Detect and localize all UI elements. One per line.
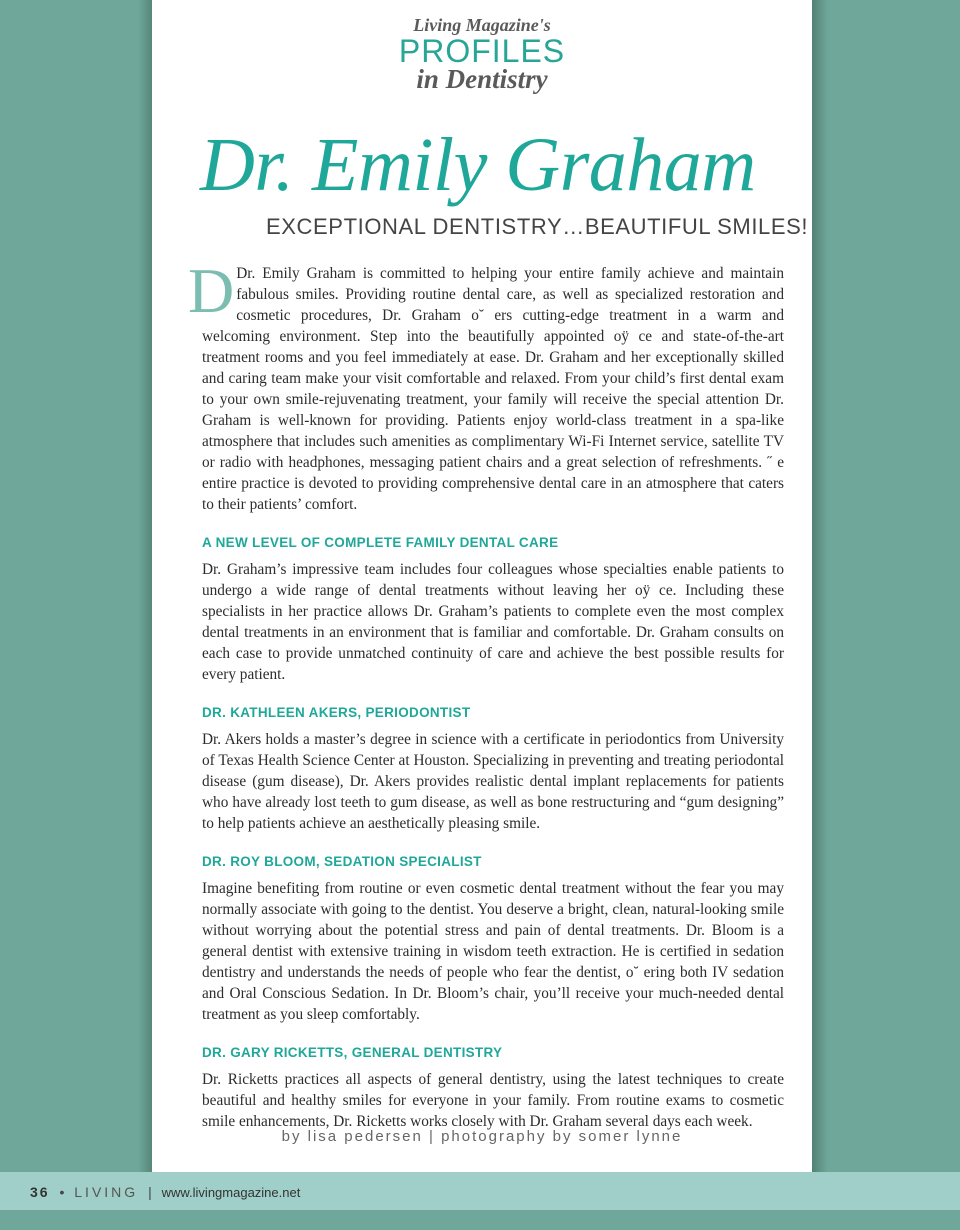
section-heading-bloom: DR. ROY BLOOM, SEDATION SPECIALIST: [202, 854, 482, 869]
masthead: [152, 14, 812, 92]
page-number: 36: [30, 1184, 50, 1200]
page-shadow-left: [138, 0, 152, 1172]
footer: [30, 1183, 300, 1202]
article-body: [188, 255, 784, 1132]
footer-bottom-strip: [0, 1210, 960, 1230]
magazine-page: [152, 0, 812, 1172]
footer-band: [0, 1172, 960, 1210]
footer-magazine-name: LIVING: [74, 1184, 139, 1200]
footer-bullet: •: [59, 1184, 65, 1200]
masthead-profiles: PROFILES: [398, 33, 566, 69]
section-body-akers: Dr. Akers holds a master’s degree in science with a certificate in periodontics from University of Texas Health Science Center at Houston. Specializing in preventing and treating periodontal disease (gum disease), Dr. Akers provides realistic dental implant replacements for patients who have already lost teeth to gum disease, as well as bone restructuring and “gum designing” to help patients achieve an aesthetically pleasing smile.: [202, 731, 784, 832]
section-heading-akers: DR. KATHLEEN AKERS, PERIODONTIST: [202, 705, 471, 720]
masthead-in-dentistry: in Dentistry: [416, 64, 548, 94]
footer-separator: |: [148, 1184, 152, 1200]
section-heading-family-care: A NEW LEVEL OF COMPLETE FAMILY DENTAL CARE: [202, 535, 559, 550]
byline: by lisa pedersen | photography by somer lynne: [281, 1128, 683, 1145]
article-title: Dr. Emily Graham: [200, 123, 756, 207]
section-body-family-care: Dr. Graham’s impressive team includes four colleagues whose specialties enable patients to undergo a wide range of dental treatments without leaving her oÿ ce. Including these specialists in her practice allows Dr. Graham’s patients to complete even the most complex dental treatments in an environment that is familiar and comfortable. Dr. Graham consults on each case to provide unmatched continuity of care and achieve the best possible results for every patient.: [202, 561, 784, 683]
masthead-magazine-name: Living Magazine's: [413, 15, 551, 35]
page-shadow-right: [812, 0, 828, 1172]
footer-website-link[interactable]: www.livingmagazine.net: [161, 1185, 301, 1200]
section-heading-ricketts: DR. GARY RICKETTS, GENERAL DENTISTRY: [202, 1045, 503, 1060]
intro-text: Dr. Emily Graham is committed to helping your entire family achieve and maintain fabulous smiles. Providing routine dental care, as well as specialized restoration and cosmetic procedures, Dr. Graham o˘ ers cutting-edge treatment in a warm and welcoming environment. Step into the beautifully appointed oÿ ce and state-of-the-art treatment rooms and you feel immediately at ease. Dr. Graham and her exceptionally skilled and caring team make your visit comfortable and relaxed. From your child’s first dental exam to your own smile-rejuvenating treatment, your family will receive the special attention Dr. Graham is well-known for providing. Patients enjoy world-class treatment in a spa-like atmosphere that includes such amenities as complimentary Wi-Fi Internet service, satellite TV or radio with headphones, messaging patient chairs and a great selection of refreshments. ˝ e entire practice is devoted to providing comprehensive dental care in an atmosphere that caters to their patients’ comfort.: [202, 265, 784, 513]
drop-cap: D: [188, 255, 235, 326]
intro-paragraph: [188, 255, 784, 515]
section-body-ricketts: Dr. Ricketts practices all aspects of general dentistry, using the latest techniques to create beautiful and healthy smiles for everyone in your family. From routine exams to cosmetic smile enhancements, Dr. Ricketts works closely with Dr. Graham several days each week.: [202, 1071, 784, 1130]
article-subtitle: EXCEPTIONAL DENTISTRY…BEAUTIFUL SMILES!: [266, 214, 809, 239]
section-body-bloom: Imagine benefiting from routine or even cosmetic dental treatment without the fear you may normally associate with going to the dentist. You deserve a bright, clean, natural-looking smile without worrying about the potential stress and pain of dental treatments. Dr. Bloom is a general dentist with extensive training in wisdom teeth extraction. He is certified in sedation dentistry and understands the needs of people who fear the dentist, o˘ ering both IV sedation and Oral Conscious Sedation. In Dr. Bloom’s chair, you’ll receive your much-needed dental treatment as you sleep comfortably.: [202, 880, 784, 1023]
